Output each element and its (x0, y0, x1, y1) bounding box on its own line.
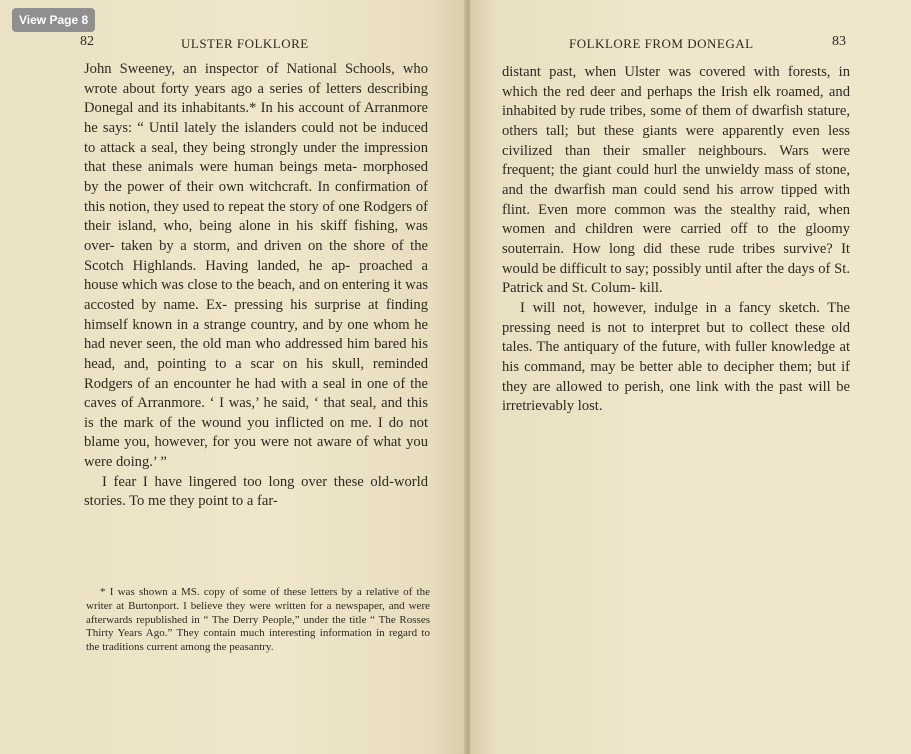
footnote: * I was shown a MS. copy of some of these letters by a relative of the writer at Burtonport. I believe they were written for a newspaper, and were afterwards republished in “ The Derry People,” under the title “ The Rosses Thirty Years Ago.” They contain much interesting information in regard to the traditions current among the peasantry. (86, 586, 430, 654)
right-page-number: 83 (832, 34, 846, 49)
view-page-button[interactable]: View Page 8 (12, 8, 95, 32)
left-page-number: 82 (80, 34, 94, 49)
right-running-head: FOLKLORE FROM DONEGAL (569, 36, 754, 51)
left-body-text (84, 60, 428, 512)
right-paragraph-1: distant past, when Ulster was covered with forests, in which the red deer and perhaps the Irish elk roamed, and inhabited by rude tribes, some of them of dwarfish stature, others tall; but these giants were apparently even less civilized than their smaller neighbours. Wars were frequent; the giant could hurl the unwieldy mass of stone, and the dwarfish man could send his arrow tipped with flint. Even more common was the stealthy raid, when women and children were carried off to the gloomy souterrain. How long did these rude tribes survive? It would be difficult to say; possibly until after the days of St. Patrick and St. Colum- kill. (502, 64, 850, 297)
right-page (470, 0, 911, 754)
left-running-head: ULSTER FOLKLORE (181, 36, 309, 51)
left-paragraph-2: I fear I have lingered too long over these old-world stories. To me they point to a far- (84, 473, 428, 510)
right-body-text (502, 63, 850, 417)
right-paragraph-2: I will not, however, indulge in a fancy sketch. The pressing need is not to interpret but to collect these old tales. The antiquary of the future, with fuller knowledge at his command, may be better able to decipher them; but if they are allowed to perish, one link with the past will be irretrievably lost. (502, 299, 850, 415)
left-paragraph-1: John Sweeney, an inspector of National Schools, who wrote about forty years ago a series of letters describing Donegal and its inhabitants.* In his account of Arranmore he says: “ Until lately the islanders could not be induced to attack a seal, they being strongly under the impression that these animals were human beings meta- morphosed by the power of their own witchcraft. In confirmation of this notion, they used to repeat the story of one Rodgers of their island, who, being alone in his skiff fishing, was over- taken by a storm, and driven on the shore of the Scotch Highlands. Having landed, he ap- proached a house which was close to the beach, and on entering it was accosted by name. Ex- pressing his surprise at finding himself known in a strange country, and by one whom he had never seen, the old man who addressed him bared his head, and, pointing to a scar on his skull, reminded Rodgers of an encounter he had with a seal in one of the caves of Arranmore. ‘ I was,’ he said, ‘ that seal, and this is the mark of the wound you inflicted on me. I do not blame you, however, for you were not aware of what you were doing.’ ” (84, 61, 428, 471)
